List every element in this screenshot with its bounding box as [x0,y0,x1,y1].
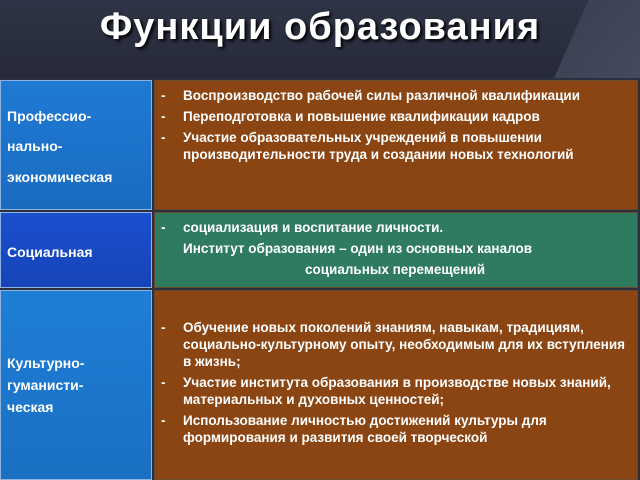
label-line: Профессио- [7,108,92,124]
bullet-list [161,319,629,446]
row-label-professional-economic [0,80,152,210]
list-item [161,412,629,446]
bullet-marker: - [161,320,166,335]
slide-title: Функции образования [99,6,541,48]
item-text: Использование личностью достижений культуры для формирования и развития своей творческой [183,413,547,445]
label-text: Социальная [7,244,93,260]
row-label-cultural-humanistic [0,290,152,480]
list-item [161,219,629,236]
list-item [161,87,629,104]
item-text-line: социальных перемещений [304,262,486,277]
bullet-marker: - [161,220,166,235]
bullet-marker: - [161,88,166,103]
bullet-marker: - [161,375,166,390]
row-content-professional-economic [154,80,638,210]
row-cultural-humanistic [0,290,640,480]
label-line: экономическая [7,169,113,185]
item-text: Переподготовка и повышение квалификации кадров [183,109,540,124]
label-line: гуманисти- [7,377,84,393]
list-item [161,374,629,408]
label-line: ческая [7,399,54,415]
bullet-list [161,87,629,163]
row-social [0,212,640,288]
item-text: Воспроизводство рабочей силы различной квалификации [183,88,581,103]
label-line: нально- [7,138,63,154]
bullet-marker: - [161,130,166,145]
label-line: Культурно- [7,355,85,371]
row-professional-economic [0,80,640,210]
row-content-social [154,212,638,288]
bullet-marker: - [161,413,166,428]
list-item [161,319,629,370]
item-text: Участие образовательных учреждений в повышении производительности труда и создании новых технологий [183,130,574,162]
item-text: Обучение новых поколений знаниям, навыкам, традициям, социально-культурному опыту, необходимым для их вступления в жизнь; [183,320,626,369]
list-item [161,108,629,125]
row-label-social [0,212,152,288]
row-content-cultural-humanistic [154,290,638,480]
list-item [161,129,629,163]
item-text: Участие института образования в производстве новых знаний, материальных и духовных ценностей; [183,375,611,407]
slide-header [0,0,640,78]
bullet-marker: - [161,109,166,124]
item-text: социализация и воспитание личности. [183,220,444,235]
item-text-line: Институт образования – один из основных каналов [183,241,533,256]
